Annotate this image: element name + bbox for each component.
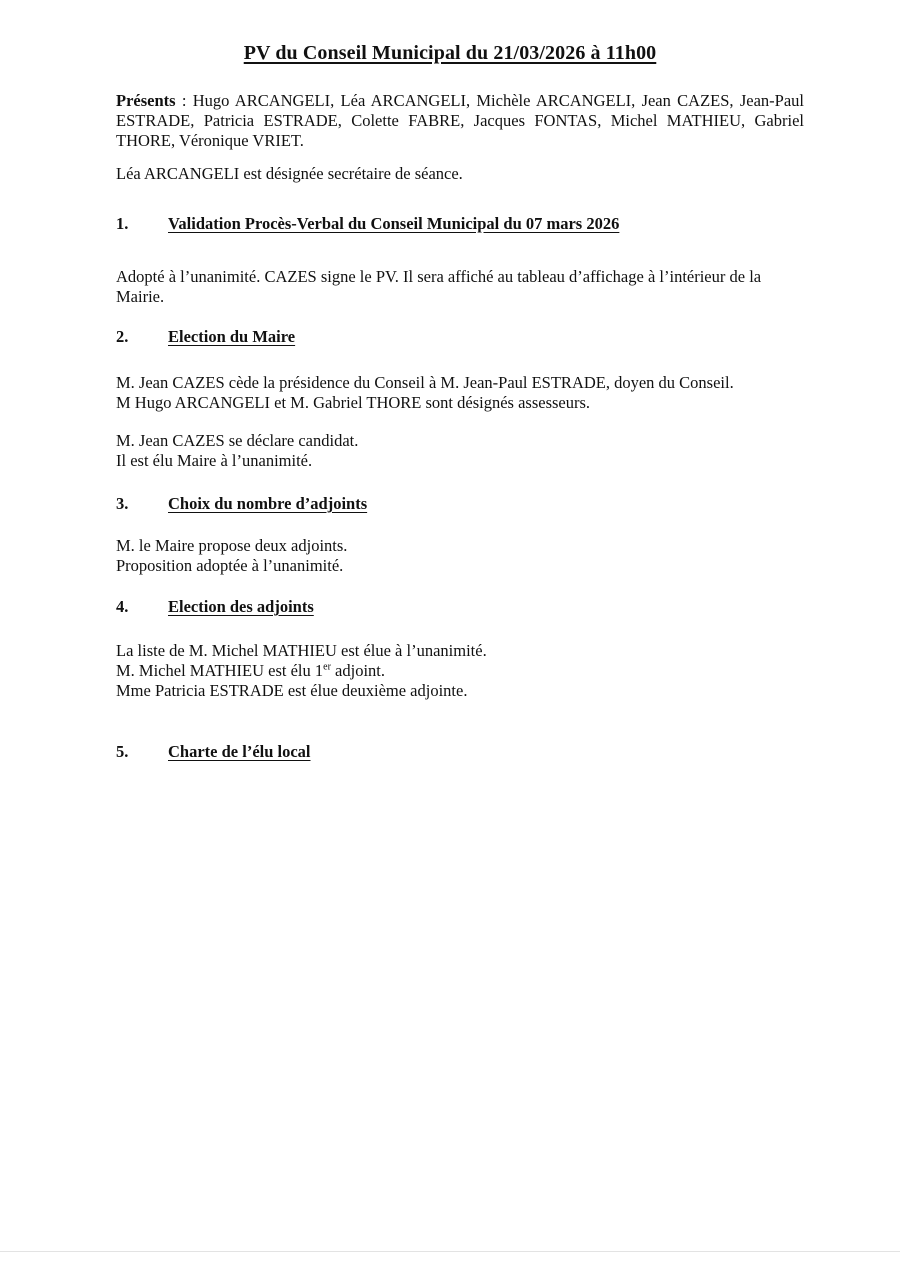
section-number: 3. bbox=[116, 494, 129, 513]
section-4-heading bbox=[116, 597, 314, 617]
attendees-names: Hugo ARCANGELI, Léa ARCANGELI, Michèle ARCANGELI, Jean CAZES, Jean-Paul ESTRADE, Patricia ESTRADE, Colette FABRE, Jacques FONTAS, Michel MATHIEU, Gabriel THORE, Véronique VRIET. bbox=[116, 91, 804, 150]
section-title: Election du Maire bbox=[168, 327, 296, 346]
section-title: Choix du nombre d’adjoints bbox=[168, 494, 368, 513]
body-line: M Hugo ARCANGELI et M. Gabriel THORE sont désignés assesseurs. bbox=[116, 393, 591, 412]
section-number: 4. bbox=[116, 597, 129, 616]
ordinal-suffix: er bbox=[323, 661, 331, 673]
section-title: Validation Procès-Verbal du Conseil Municipal du 07 mars 2026 bbox=[168, 214, 620, 233]
section-1-body bbox=[116, 267, 796, 307]
body-line-text: adjoint. bbox=[330, 661, 385, 680]
body-line: Proposition adoptée à l’unanimité. bbox=[116, 556, 344, 575]
section-title: Charte de l’élu local bbox=[168, 742, 311, 761]
section-5-heading bbox=[116, 742, 311, 762]
body-line: M. Jean CAZES se déclare candidat. bbox=[116, 431, 359, 450]
section-2-heading bbox=[116, 327, 295, 347]
body-line: Mme Patricia ESTRADE est élue deuxième adjointe. bbox=[116, 681, 468, 700]
body-line-text: M. Michel MATHIEU est élu 1 bbox=[116, 661, 324, 680]
body-line: Il est élu Maire à l’unanimité. bbox=[116, 451, 313, 470]
attendees-separator: : bbox=[175, 91, 193, 110]
section-number: 1. bbox=[116, 214, 129, 233]
section-3-heading bbox=[116, 494, 367, 514]
section-4-body bbox=[116, 641, 804, 701]
section-number: 5. bbox=[116, 742, 129, 761]
section-2-body-b bbox=[116, 431, 804, 471]
body-line: La liste de M. Michel MATHIEU est élue à l’unanimité. bbox=[116, 641, 487, 660]
section-3-body bbox=[116, 536, 804, 576]
body-line: Adopté à l’unanimité. CAZES signe le PV. Il sera affiché au tableau d’affichage à l’intérieur de la Mairie. bbox=[116, 267, 762, 306]
section-1-heading bbox=[116, 214, 619, 234]
section-2-body-a bbox=[116, 373, 804, 413]
attendees-label: Présents bbox=[116, 91, 176, 110]
scan-edge-line bbox=[0, 1251, 900, 1252]
page-title: PV du Conseil Municipal du 21/03/2026 à 11h00 bbox=[243, 42, 657, 64]
body-line: M. le Maire propose deux adjoints. bbox=[116, 536, 348, 555]
secretary-line: Léa ARCANGELI est désignée secrétaire de séance. bbox=[116, 164, 463, 183]
body-line: M. Jean CAZES cède la présidence du Conseil à M. Jean-Paul ESTRADE, doyen du Conseil. bbox=[116, 373, 734, 392]
body-line-ordinal bbox=[116, 661, 804, 681]
section-title: Election des adjoints bbox=[168, 597, 314, 616]
attendees-paragraph bbox=[116, 91, 804, 151]
section-number: 2. bbox=[116, 327, 129, 346]
